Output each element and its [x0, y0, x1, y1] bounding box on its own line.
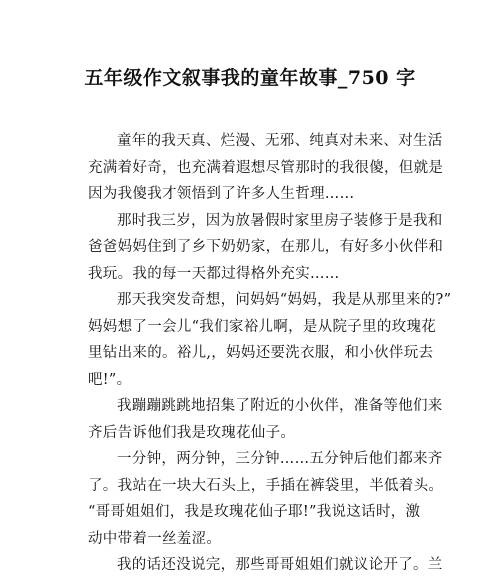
paragraph-1-line-1: 童年的我天真、烂漫、无邪、纯真对未来、对生活 — [117, 133, 443, 149]
paragraph-2-line-1: 那时我三岁，因为放暑假时家里房子装修于是我和 — [117, 212, 443, 229]
document-title: 五年级作文叙事我的童年故事_750 字 — [84, 67, 416, 89]
paragraph-1-line-3: 因为我傻我才领悟到了许多人生哲理…… — [88, 186, 355, 202]
document-body — [88, 128, 452, 579]
paragraph-3-line-1: 那天我突发奇想，问妈妈“妈妈，我是从那里来的?” — [117, 292, 452, 308]
paragraph-2-line-2: 爸爸妈妈住到了乡下奶奶家，在那儿，有好多小伙伴和 — [88, 239, 444, 255]
paragraph-1-line-2: 充满着好奇，也充满着遐想尽管那时的我很傻，但就是 — [88, 159, 444, 176]
paragraph-4-line-2: 齐后告诉他们我是玫瑰花仙子。 — [88, 424, 296, 441]
paragraph-5-line-1: 一分钟，两分钟，三分钟……五分钟后他们都来齐 — [117, 451, 443, 467]
paragraph-5-line-2: 了。我站在一块大石头上，手插在裤袋里，半低着头。 — [88, 477, 444, 494]
paragraph-3-line-2: 妈妈想了一会儿“我们家裕儿啊，是从院子里的玫瑰花 — [88, 318, 437, 335]
paragraph-5-line-3: “哥哥姐姐们，我是玫瑰花仙子耶!”我说这话时，激 — [88, 504, 421, 520]
paragraph-6-line-1: 我的话还没说完，那些哥哥姐姐们就议论开了。兰 — [117, 557, 443, 573]
paragraph-4-line-1: 我蹦蹦跳跳地招集了附近的小伙伴，准备等他们来 — [117, 398, 443, 414]
paragraph-5-line-4: 动中带着一丝羞涩。 — [88, 530, 222, 547]
paragraph-3-line-4: 吧!”。 — [88, 371, 132, 388]
paragraph-3-line-3: 里钻出来的。裕儿,，妈妈还要洗衣服，和小伙伴玩去 — [88, 345, 434, 361]
paragraph-2-line-3: 我玩。我的每一天都过得格外充实…… — [88, 265, 340, 282]
